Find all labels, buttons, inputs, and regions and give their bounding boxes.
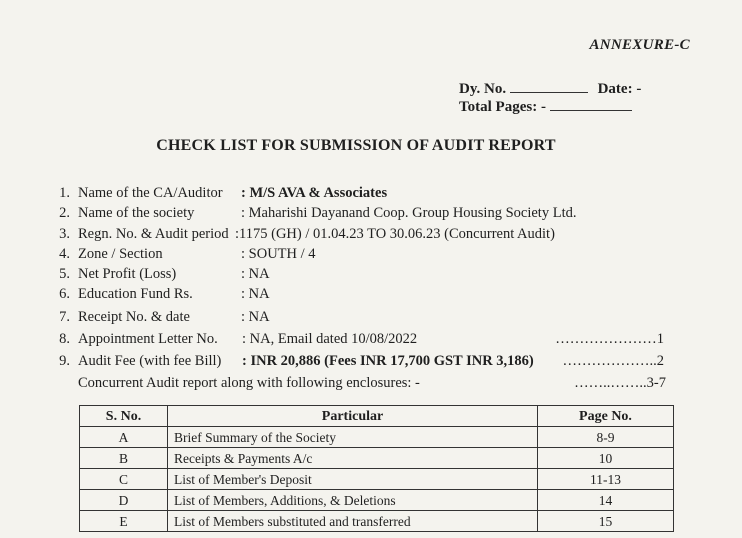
item-label: Name of the CA/Auditor	[78, 185, 223, 201]
total-pages-label: Total Pages: -	[459, 99, 546, 115]
total-pages-blank	[550, 98, 632, 111]
cell-sno: C	[80, 469, 168, 490]
item-number: 2.	[59, 205, 70, 222]
checklist-item	[52, 305, 712, 327]
checklist-item	[52, 203, 712, 223]
enclosures-note	[52, 373, 712, 393]
cell-page-no: 10	[538, 448, 674, 469]
item-number: 8.	[59, 330, 70, 347]
item-number: 1.	[59, 185, 70, 201]
item-page-ref: …………………1	[555, 330, 664, 347]
item-value: : NA	[241, 286, 270, 303]
table-row	[80, 427, 674, 448]
table-row	[80, 490, 674, 511]
cell-particular: List of Members substituted and transferred	[168, 511, 538, 532]
item-number: 6.	[59, 286, 70, 303]
dy-no-label: Dy. No.	[459, 81, 507, 97]
column-header-sno: S. No.	[80, 406, 168, 427]
item-number: 4.	[59, 245, 70, 262]
cell-page-no: 8-9	[538, 427, 674, 448]
cell-sno: B	[80, 448, 168, 469]
table-row	[80, 448, 674, 469]
item-label: Net Profit (Loss)	[78, 266, 177, 283]
item-page-ref: ………………..2	[562, 352, 664, 369]
column-header-page-no: Page No.	[538, 406, 674, 427]
item-value: : NA, Email dated 10/08/2022	[242, 330, 418, 347]
enclosures-note-ref: ……..……..3-7	[574, 374, 666, 391]
checklist-item	[52, 264, 712, 284]
item-value: : NA	[241, 266, 270, 283]
item-label: Audit Fee (with fee Bill)	[78, 352, 222, 369]
item-value: : NA	[241, 308, 270, 325]
item-label: Name of the society	[78, 205, 195, 222]
item-label: Appointment Letter No.	[78, 330, 218, 347]
checklist	[52, 183, 712, 393]
cell-particular: List of Members, Additions, & Deletions	[168, 490, 538, 511]
cell-page-no: 11-13	[538, 469, 674, 490]
table-row	[80, 511, 674, 532]
item-number: 5.	[59, 266, 70, 283]
item-label: Receipt No. & date	[78, 308, 190, 325]
diary-block	[459, 80, 641, 116]
item-number: 9.	[59, 352, 70, 369]
dy-date-line	[459, 80, 641, 98]
cell-particular: Brief Summary of the Society	[168, 427, 538, 448]
annexure-label: ANNEXURE-C	[589, 37, 690, 53]
cell-sno: E	[80, 511, 168, 532]
date-label: Date: -	[597, 81, 642, 97]
item-number: 3.	[59, 225, 70, 242]
table-header-row	[80, 406, 674, 427]
cell-sno: D	[80, 490, 168, 511]
item-value: : Maharishi Dayanand Coop. Group Housing Society Ltd.	[241, 205, 577, 222]
enclosures-table	[79, 405, 674, 532]
table-row	[80, 469, 674, 490]
cell-particular: List of Member's Deposit	[168, 469, 538, 490]
checklist-item	[52, 224, 712, 244]
column-header-particular: Particular	[168, 406, 538, 427]
checklist-item	[52, 284, 712, 304]
item-label: Education Fund Rs.	[78, 286, 193, 303]
cell-particular: Receipts & Payments A/c	[168, 448, 538, 469]
item-label: Zone / Section	[78, 245, 163, 262]
cell-sno: A	[80, 427, 168, 448]
cell-page-no: 14	[538, 490, 674, 511]
item-number: 7.	[59, 308, 70, 325]
checklist-item	[52, 327, 712, 349]
item-value: :1175 (GH) / 01.04.23 TO 30.06.23 (Concurrent Audit)	[235, 225, 555, 242]
enclosures-note-label: Concurrent Audit report along with following enclosures: -	[78, 374, 420, 391]
item-value: : SOUTH / 4	[241, 245, 316, 262]
item-label: Regn. No. & Audit period	[78, 225, 229, 242]
item-value: : INR 20,886 (Fees INR 17,700 GST INR 3,186)	[242, 352, 534, 369]
checklist-item	[52, 349, 712, 371]
checklist-item	[52, 183, 712, 203]
total-pages-line	[459, 98, 641, 116]
page-title: CHECK LIST FOR SUBMISSION OF AUDIT REPORT	[156, 137, 556, 154]
checklist-item	[52, 244, 712, 264]
dy-no-blank	[510, 80, 588, 93]
item-value: : M/S AVA & Associates	[241, 185, 388, 201]
cell-page-no: 15	[538, 511, 674, 532]
